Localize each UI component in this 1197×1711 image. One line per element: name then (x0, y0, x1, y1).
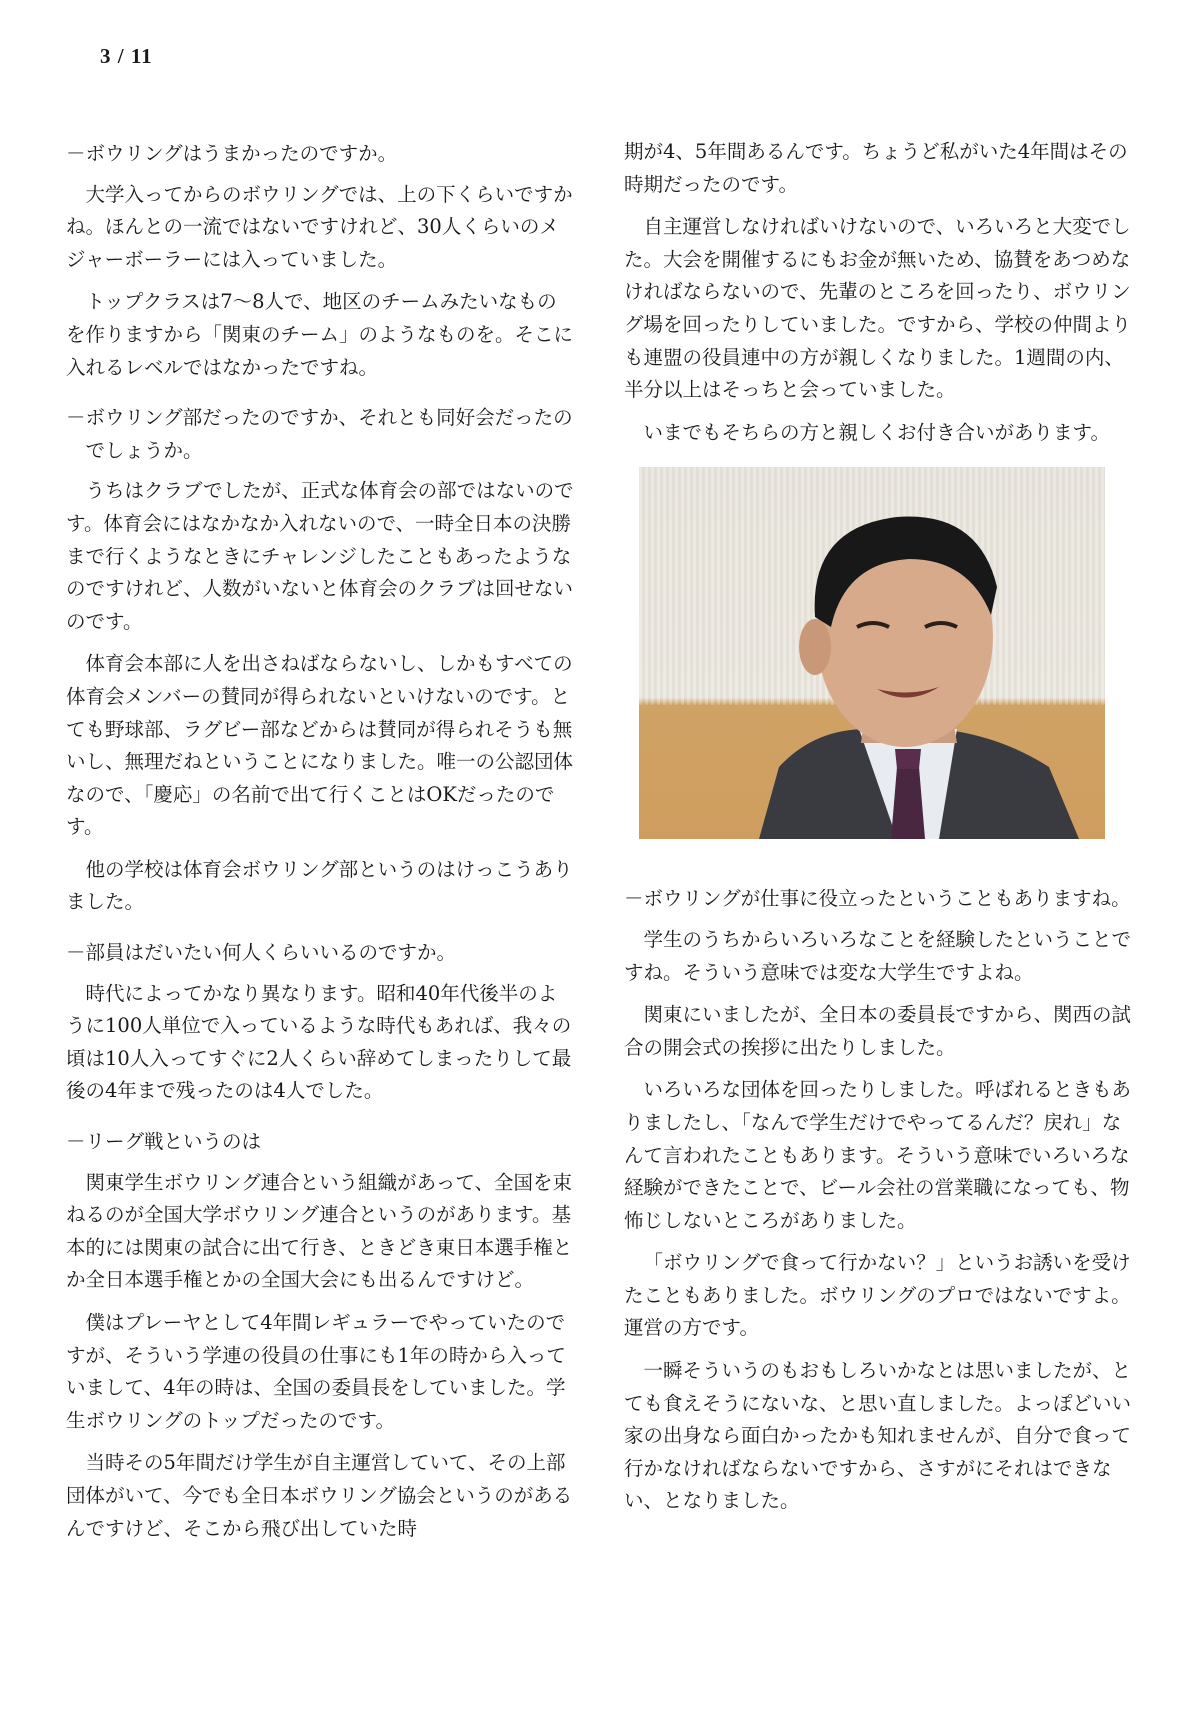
interview-answer: 一瞬そういうのもおもしろいかなとは思いましたが、とても食えそうにないな、と思い直しました。よっぽどいい家の出身なら面白かったかも知れませんが、自分で食って行かなければならないですから、さすがにそれはできない、となりました。 (624, 1359, 1132, 1513)
interview-answer: 時代によってかなり異なります。昭和40年代後半のように100人単位で入っているような時代もあれば、我々の頃は10人入ってすぐに2人くらい辞めてしまったりして最後の4年まで残ったのは4人でした。 (66, 981, 572, 1103)
interview-answer: 学生のうちからいろいろなことを経験したということですね。そういう意味では変な大学生ですよね。 (624, 927, 1132, 984)
interviewee-photo (639, 467, 1105, 839)
interview-answer: 体育会本部に人を出さねばならないし、しかもすべての体育会メンバーの賛同が得られないといけないのです。とても野球部、ラグビー部などからは賛同が得られそうも無いし、無理だねということになりました。唯一の公認団体なので、「慶応」の名前で出て行くことはOKだったのです。 (66, 652, 574, 839)
interview-answer: いろいろな団体を回ったりしました。呼ばれるときもありましたし、「なんで学生だけでやってるんだ？戻れ」なんて言われたこともあります。そういう意味でいろいろな経験ができたことで、ビール会社の営業職になっても、物怖じしないところがありました。 (624, 1078, 1132, 1232)
interview-answer: 僕はプレーヤとして4年間レギュラーでやっていたのですが、そういう学連の役員の仕事にも1年の時から入っていまして、4年の時は、全国の委員長をしていました。学生ボウリングのトップだったのです。 (66, 1311, 566, 1432)
left-column (66, 138, 576, 1555)
interview-answer: いまでもそちらの方と親しくお付き合いがあります。 (643, 420, 1110, 444)
portrait-illustration (639, 467, 1105, 839)
interview-answer: 関東にいましたが、全日本の委員長ですから、関西の試合の開会式の挨拶に出たりしました。 (624, 1003, 1132, 1059)
interview-question: －ボウリングはうまかったのですか。 (66, 142, 398, 165)
interview-question: －ボウリングが仕事に役立ったということもありますね。 (624, 887, 1131, 911)
interview-answer: 関東学生ボウリング連合という組織があって、全国を束ねるのが全国大学ボウリング連合というのがあります。基本的には関東の試合に出て行き、ときどき東日本選手権とか全日本選手権とかの全国大会にも出るんですけど。 (66, 1170, 573, 1292)
interview-answer: トップクラスは7～8人で、地区のチームみたいなものを作りますから「関東のチーム」のようなものを。そこに入れるレベルではなかったですね。 (66, 290, 574, 379)
right-column (624, 136, 1134, 1528)
interview-question: －リーグ戦というのは (66, 1130, 262, 1154)
interview-answer: 大学入ってからのボウリングでは、上の下くらいですかね。ほんとの一流ではないですけれど、30人くらいのメジャーボーラーには入っていました。 (66, 182, 573, 271)
page-number: 3 / 11 (100, 44, 153, 68)
interview-question: －ボウリング部だったのですか、それとも同好会だったのでしょうか。 (66, 406, 573, 462)
interview-answer: 当時その5年間だけ学生が自主運営していて、その上部団体がいて、今でも全日本ボウリング協会というのがあるんですけど、そこから飛び出していた時 (66, 1451, 573, 1540)
interview-answer: 他の学校は体育会ボウリング部というのはけっこうありました。 (66, 857, 573, 914)
interview-answer: うちはクラブでしたが、正式な体育会の部ではないのです。体育会にはなかなか入れないので、一時全日本の決勝まで行くようなときにチャレンジしたこともあったようなのですけれど、人数がいないと体育会のクラブは回せないのです。 (66, 479, 574, 633)
interview-answer: 自主運営しなければいけないので、いろいろと大変でした。大会を開催するにもお金が無いため、協賛をあつめなければならないので、先輩のところを回ったり、ボウリング場を回ったりしていました。ですから、学校の仲間よりも連盟の役員連中の方が親しくなりました。1週間の内、半分以上はそっちと会っていました。 (624, 215, 1132, 402)
interview-question: －部員はだいたい何人くらいいるのですか。 (66, 941, 457, 965)
interview-answer: 「ボウリングで食って行かない？」というお誘いを受けたこともありました。ボウリングのプロではないですよ。運営の方です。 (624, 1251, 1131, 1340)
interview-answer-continuation: 期が4、5年間あるんです。ちょうど私がいた4年間はその時期だったのです。 (624, 140, 1128, 196)
